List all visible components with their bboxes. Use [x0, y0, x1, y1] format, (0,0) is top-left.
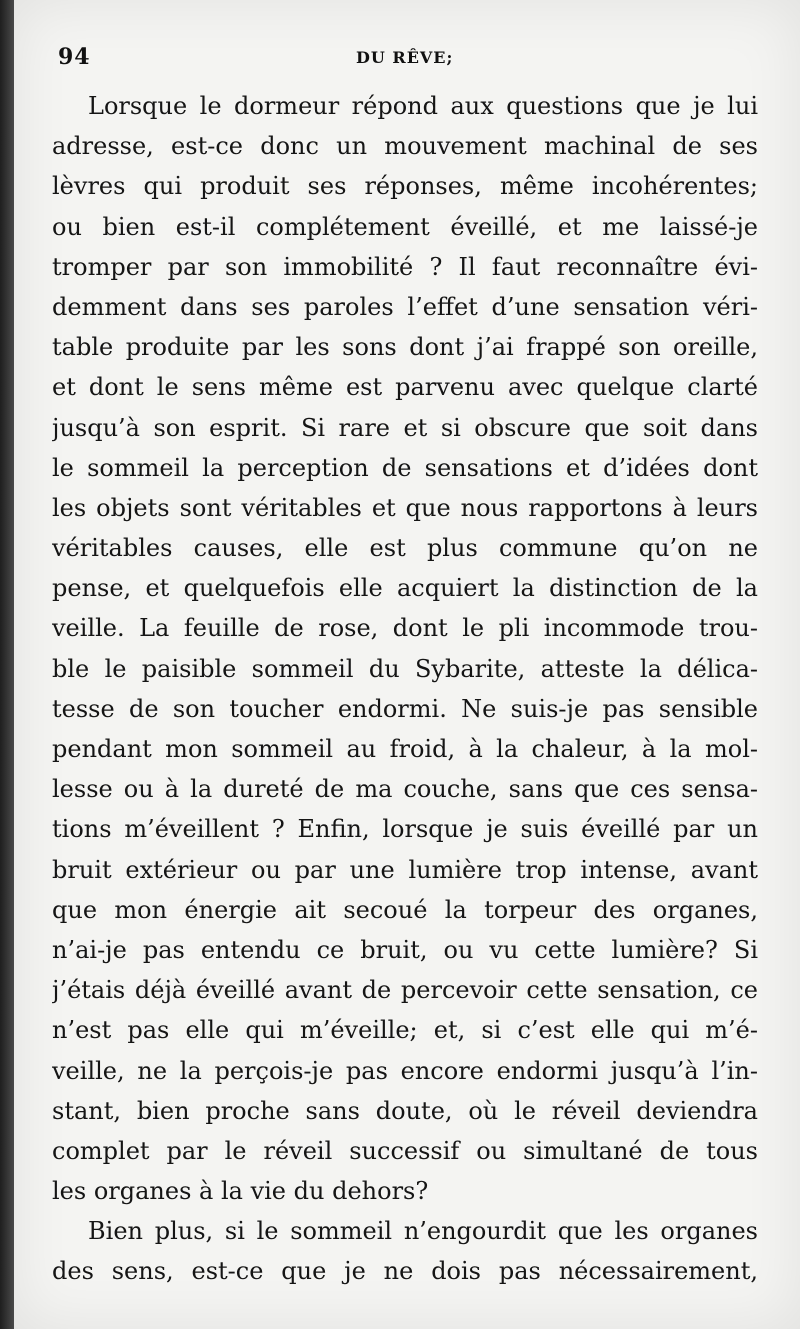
text-line: tions m’éveillent ? Enfin, lorsque je suis éveillé par un: [52, 815, 758, 844]
text-line: lèvres qui produit ses réponses, même incohérentes;: [52, 172, 758, 201]
text-line: veille, ne la perçois-je pas encore endormi jusqu’à l’in-: [52, 1056, 758, 1085]
text-line: les objets sont véritables et que nous rapportons à leurs: [52, 493, 758, 522]
text-line: demment dans ses paroles l’effet d’une sensation véri-: [52, 292, 758, 321]
text-line: jusqu’à son esprit. Si rare et si obscure que soit dans: [52, 413, 758, 442]
text-line: j’étais déjà éveillé avant de percevoir cette sensation, ce: [52, 976, 758, 1005]
text-line: n’est pas elle qui m’éveille; et, si c’est elle qui m’é-: [52, 1016, 758, 1045]
text-line: tesse de son toucher endormi. Ne suis-je pas sensible: [52, 694, 758, 723]
page-header: [58, 40, 778, 76]
text-line: complet par le réveil successif ou simultané de tous: [52, 1136, 758, 1165]
text-line: lesse ou à la dureté de ma couche, sans que ces sensa-: [52, 775, 758, 804]
text-line: ou bien est-il complétement éveillé, et me laissé-je: [52, 212, 758, 241]
text-line: les organes à la vie du dehors?: [52, 1177, 429, 1206]
text-line: adresse, est-ce donc un mouvement machinal de ses: [52, 132, 758, 161]
text-line: pense, et quelquefois elle acquiert la distinction de la: [52, 574, 758, 603]
text-line: que mon énergie ait secoué la torpeur des organes,: [52, 895, 758, 924]
running-title: DU RÊVE;: [356, 48, 454, 67]
text-line: veille. La feuille de rose, dont le pli incommode trou-: [52, 614, 758, 643]
body-text: [52, 86, 758, 1292]
text-line: ble le paisible sommeil du Sybarite, atteste la délica-: [52, 654, 758, 683]
text-line: Bien plus, si le sommeil n’engourdit que les organes: [88, 1217, 758, 1246]
text-line: le sommeil la perception de sensations et d’idées dont: [52, 453, 758, 482]
text-line: table produite par les sons dont j’ai frappé son oreille,: [52, 333, 758, 362]
text-line: n’ai-je pas entendu ce bruit, ou vu cette lumière? Si: [52, 935, 758, 964]
text-line: tromper par son immobilité ? Il faut reconnaître évi-: [52, 252, 758, 281]
text-line: Lorsque le dormeur répond aux questions que je lui: [88, 92, 758, 120]
page-number: 94: [58, 44, 91, 70]
text-line: bruit extérieur ou par une lumière trop intense, avant: [52, 855, 758, 884]
text-line: véritables causes, elle est plus commune qu’on ne: [52, 534, 758, 563]
text-line: pendant mon sommeil au froid, à la chaleur, à la mol-: [52, 735, 758, 763]
text-line: des sens, est-ce que je ne dois pas nécessairement,: [52, 1257, 758, 1286]
text-line: stant, bien proche sans doute, où le réveil deviendra: [52, 1096, 758, 1125]
book-spine-shadow: [0, 0, 14, 1329]
text-line: et dont le sens même est parvenu avec quelque clarté: [52, 373, 758, 402]
